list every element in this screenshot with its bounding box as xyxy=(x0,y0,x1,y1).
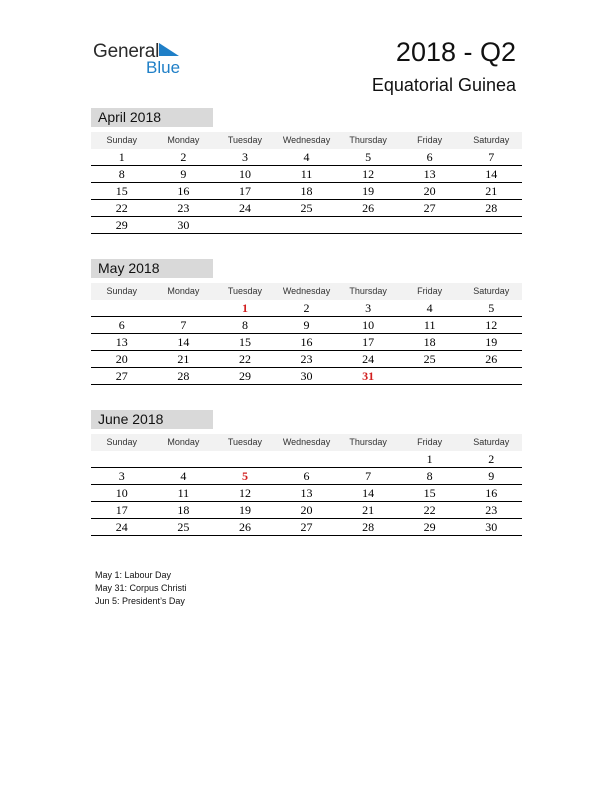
day-cell: 11 xyxy=(300,167,313,181)
month-may xyxy=(91,259,522,385)
day-cell: 17 xyxy=(115,503,128,517)
week-row xyxy=(91,451,522,468)
day-cell: 28 xyxy=(177,369,190,383)
weekday-label: Saturday xyxy=(473,135,510,145)
day-cell: 28 xyxy=(485,201,498,215)
day-cell: 21 xyxy=(485,184,498,198)
weekday-label: Thursday xyxy=(349,286,387,296)
day-cell: 22 xyxy=(115,201,128,215)
day-cell: 7 xyxy=(365,469,372,483)
day-cell: 27 xyxy=(115,369,128,383)
week-row xyxy=(91,502,522,519)
weekday-label: Wednesday xyxy=(282,286,331,296)
day-cell: 23 xyxy=(485,503,498,517)
day-cell: 9 xyxy=(180,167,187,181)
day-cell: 22 xyxy=(238,352,251,366)
day-cell: 27 xyxy=(300,520,313,534)
weekday-label: Tuesday xyxy=(227,437,263,447)
weekday-label: Friday xyxy=(417,135,443,145)
month-june xyxy=(91,410,522,536)
holiday-notes xyxy=(95,569,187,608)
day-cell: 3 xyxy=(241,150,248,164)
weekday-header-row xyxy=(91,434,522,451)
day-cell: 20 xyxy=(115,352,128,366)
day-cell: 26 xyxy=(362,201,375,215)
weekday-label: Sunday xyxy=(106,135,138,145)
week-row xyxy=(91,149,522,166)
week-row xyxy=(91,334,522,351)
holiday-note: May 1: Labour Day xyxy=(95,570,172,580)
day-cell: 24 xyxy=(362,352,375,366)
day-cell: 22 xyxy=(423,503,436,517)
weekday-label: Monday xyxy=(167,135,200,145)
day-cell: 31 xyxy=(362,369,375,383)
day-cell: 23 xyxy=(300,352,313,366)
day-cell: 20 xyxy=(423,184,436,198)
day-cell: 25 xyxy=(177,520,190,534)
day-cell: 15 xyxy=(238,335,251,349)
day-cell: 18 xyxy=(177,503,190,517)
day-cell: 6 xyxy=(426,150,433,164)
country-name: Equatorial Guinea xyxy=(371,75,516,95)
day-cell: 15 xyxy=(423,486,436,500)
day-cell: 3 xyxy=(365,301,372,315)
day-cell: 30 xyxy=(177,218,190,232)
day-cell: 9 xyxy=(303,318,310,332)
day-cell xyxy=(399,217,461,233)
week-row xyxy=(91,166,522,183)
day-cell: 17 xyxy=(362,335,375,349)
weekday-label: Saturday xyxy=(473,437,510,447)
day-cell: 29 xyxy=(238,369,251,383)
day-cell xyxy=(276,217,338,233)
day-cell: 27 xyxy=(423,201,436,215)
week-row xyxy=(91,183,522,200)
weekday-label: Wednesday xyxy=(282,437,331,447)
holiday-note: May 31: Corpus Christi xyxy=(95,583,187,593)
weekday-label: Thursday xyxy=(349,135,387,145)
day-cell xyxy=(337,451,399,467)
day-cell xyxy=(276,451,338,467)
day-cell: 15 xyxy=(115,184,128,198)
week-row xyxy=(91,368,522,385)
day-cell: 14 xyxy=(362,486,375,500)
weekday-label: Tuesday xyxy=(227,286,263,296)
weekday-header-row xyxy=(91,283,522,300)
day-cell: 12 xyxy=(238,486,251,500)
weekday-label: Sunday xyxy=(106,437,138,447)
day-cell: 1 xyxy=(241,301,248,315)
month-title: June 2018 xyxy=(91,410,213,429)
logo-text-blue: Blue xyxy=(146,58,181,77)
day-cell: 13 xyxy=(423,167,436,181)
day-cell: 16 xyxy=(300,335,313,349)
week-row xyxy=(91,351,522,368)
day-cell xyxy=(153,451,215,467)
day-cell: 10 xyxy=(115,486,128,500)
day-cell xyxy=(214,451,276,467)
day-cell xyxy=(214,217,276,233)
weekday-header-row xyxy=(91,132,522,149)
day-cell xyxy=(91,451,153,467)
weekday-label: Monday xyxy=(167,437,200,447)
day-cell: 29 xyxy=(115,218,128,232)
day-cell: 13 xyxy=(300,486,313,500)
logo-triangle-icon xyxy=(159,43,179,57)
day-cell: 14 xyxy=(485,167,498,181)
day-cell: 24 xyxy=(238,201,251,215)
day-cell: 20 xyxy=(300,503,313,517)
day-cell: 21 xyxy=(362,503,375,517)
day-cell: 7 xyxy=(180,318,187,332)
day-cell: 19 xyxy=(485,335,498,349)
month-title: April 2018 xyxy=(91,108,213,127)
weekday-label: Saturday xyxy=(473,286,510,296)
week-row xyxy=(91,468,522,485)
day-cell: 2 xyxy=(180,150,187,164)
month-title: May 2018 xyxy=(91,259,213,278)
week-row xyxy=(91,200,522,217)
day-cell: 16 xyxy=(177,184,190,198)
day-cell xyxy=(337,217,399,233)
page-title: 2018 - Q2 xyxy=(395,37,516,67)
day-cell: 11 xyxy=(423,318,436,332)
day-cell: 29 xyxy=(423,520,436,534)
weekday-label: Friday xyxy=(417,437,443,447)
day-cell: 7 xyxy=(488,150,495,164)
day-cell: 6 xyxy=(118,318,125,332)
day-cell: 5 xyxy=(241,469,248,483)
day-cell: 19 xyxy=(362,184,375,198)
holiday-note: Jun 5: President’s Day xyxy=(95,596,185,606)
day-cell: 4 xyxy=(303,150,310,164)
day-cell: 24 xyxy=(115,520,128,534)
day-cell xyxy=(460,368,522,384)
day-cell xyxy=(460,217,522,233)
day-cell: 18 xyxy=(300,184,313,198)
day-cell: 26 xyxy=(485,352,498,366)
week-row xyxy=(91,217,522,234)
day-cell: 5 xyxy=(488,301,495,315)
day-cell: 14 xyxy=(177,335,190,349)
weekday-label: Monday xyxy=(167,286,200,296)
day-cell: 1 xyxy=(118,150,125,164)
generalblue-logo xyxy=(93,41,193,81)
day-cell: 4 xyxy=(426,301,433,315)
day-cell: 26 xyxy=(238,520,251,534)
weekday-label: Tuesday xyxy=(227,135,263,145)
day-cell: 9 xyxy=(488,469,495,483)
day-cell: 30 xyxy=(300,369,313,383)
day-cell: 6 xyxy=(303,469,310,483)
weekday-label: Friday xyxy=(417,286,443,296)
day-cell: 8 xyxy=(241,318,248,332)
day-cell: 18 xyxy=(423,335,436,349)
day-cell: 5 xyxy=(365,150,372,164)
day-cell: 11 xyxy=(177,486,190,500)
weekday-label: Thursday xyxy=(349,437,387,447)
weekday-label: Sunday xyxy=(106,286,138,296)
week-row xyxy=(91,317,522,334)
weekday-label: Wednesday xyxy=(282,135,331,145)
day-cell: 12 xyxy=(485,318,498,332)
day-cell: 4 xyxy=(180,469,187,483)
day-cell: 2 xyxy=(488,452,495,466)
day-cell xyxy=(153,300,215,316)
week-row xyxy=(91,485,522,502)
day-cell xyxy=(399,368,461,384)
week-row xyxy=(91,519,522,536)
day-cell: 25 xyxy=(423,352,436,366)
day-cell: 12 xyxy=(362,167,375,181)
day-cell: 19 xyxy=(238,503,251,517)
day-cell: 30 xyxy=(485,520,498,534)
day-cell: 16 xyxy=(485,486,498,500)
day-cell xyxy=(91,300,153,316)
day-cell: 1 xyxy=(426,452,433,466)
day-cell: 10 xyxy=(238,167,251,181)
day-cell: 10 xyxy=(362,318,375,332)
week-row xyxy=(91,300,522,317)
day-cell: 25 xyxy=(300,201,313,215)
logo-text-general: General xyxy=(93,41,160,62)
day-cell: 8 xyxy=(118,167,125,181)
day-cell: 8 xyxy=(426,469,433,483)
day-cell: 3 xyxy=(118,469,125,483)
day-cell: 13 xyxy=(115,335,128,349)
day-cell: 28 xyxy=(362,520,375,534)
day-cell: 17 xyxy=(238,184,251,198)
day-cell: 2 xyxy=(303,301,310,315)
day-cell: 23 xyxy=(177,201,190,215)
day-cell: 21 xyxy=(177,352,190,366)
month-april xyxy=(91,108,522,234)
